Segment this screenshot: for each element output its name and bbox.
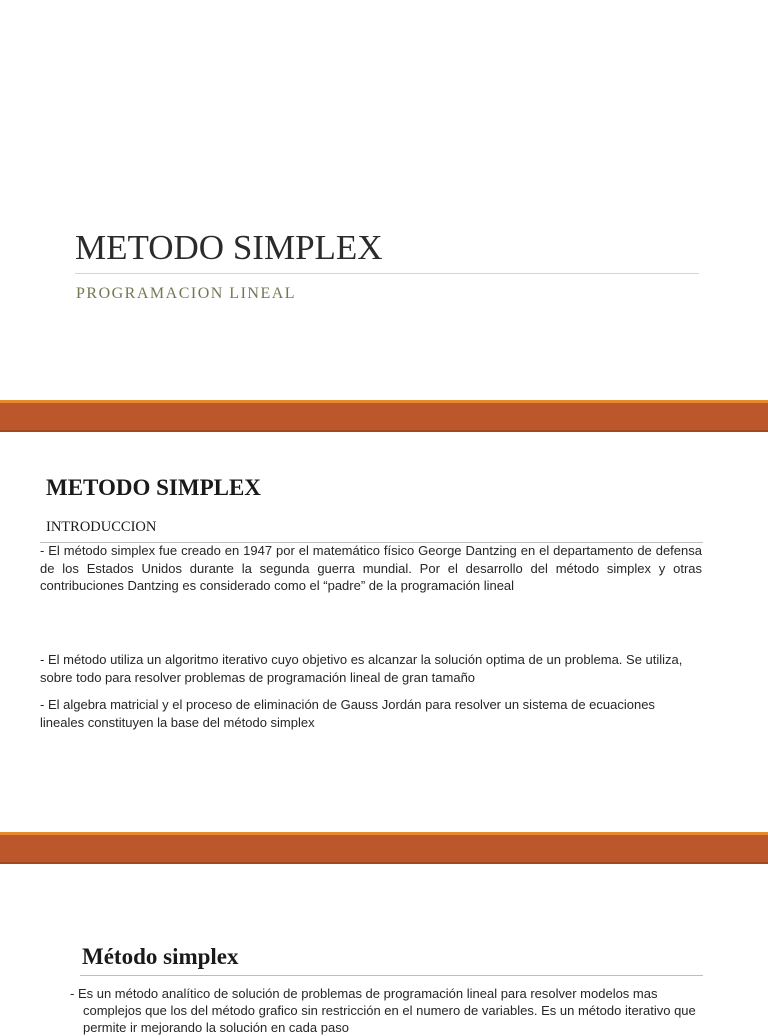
slide-method — [0, 864, 768, 1035]
paragraph-history: - El método simplex fue creado en 1947 por el matemático físico George Dantzing en el departamento de defensa de los Estados Unidos durante la segunda guerra mundial. Por el desarrollo del método simplex y otras contribuciones Dantzing es considerado como el “padre” de la programación lineal — [40, 543, 702, 593]
slide-introduction — [0, 432, 768, 832]
slide-heading: Método simplex — [82, 944, 239, 969]
slide-divider — [0, 832, 768, 864]
paragraph-algorithm: - El método utiliza un algoritmo iterativo cuyo objetivo es alcanzar la solución optima de un problema. Se utiliza, sobre todo para resolver problemas de programación lineal de gran tamaño — [40, 652, 683, 685]
slide-title-heading: METODO SIMPLEX — [75, 228, 383, 267]
section-heading: INTRODUCCION — [46, 519, 157, 535]
paragraph-algebra: - El algebra matricial y el proceso de eliminación de Gauss Jordán para resolver un sistema de ecuaciones lineales constituyen la base del método simplex — [40, 697, 655, 730]
slide-title — [0, 0, 768, 400]
paragraph-definition: - Es un método analítico de solución de problemas de programación lineal para resolver modelos mas complejos que los del método grafico sin restricción en el numero de variables. Es un método iterativo que permite ir mejorando la solución en cada paso — [70, 986, 696, 1035]
heading-rule — [80, 975, 703, 976]
title-rule — [75, 273, 699, 274]
slide-heading: METODO SIMPLEX — [46, 475, 261, 500]
slide-subtitle: PROGRAMACION LINEAL — [76, 285, 297, 302]
slide-divider — [0, 400, 768, 432]
